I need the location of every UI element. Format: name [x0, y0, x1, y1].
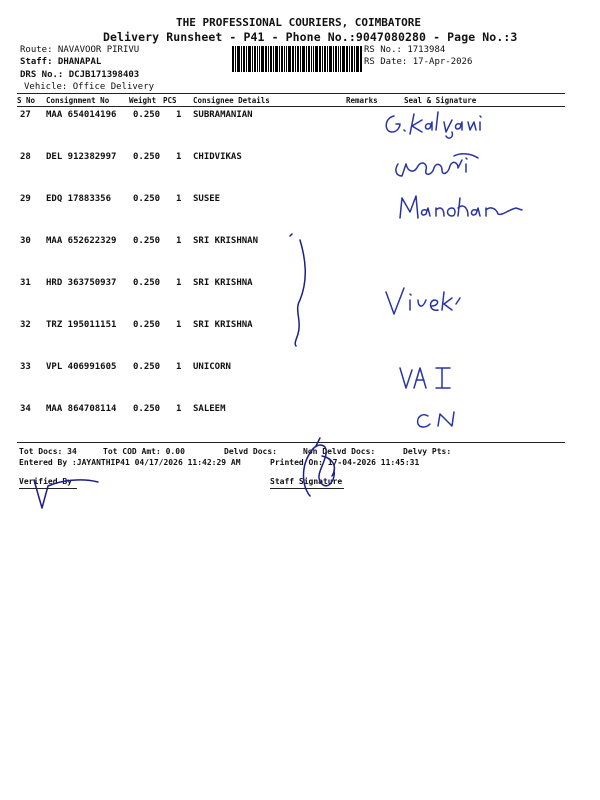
row-consignee: SRI KRISHNA [193, 278, 253, 288]
table-row [0, 278, 600, 292]
row-consignee: SALEEM [193, 404, 226, 414]
row-sno: 30 [20, 236, 31, 246]
drs-number: DRS No.: DCJB171398403 [20, 70, 140, 80]
delivered-docs: Delvd Docs: [224, 447, 277, 456]
table-row [0, 236, 600, 250]
table-row [0, 320, 600, 334]
total-cod-amount: Tot COD Amt: 0.00 [103, 447, 185, 456]
row-weight: 0.250 [133, 110, 161, 120]
row-consignment: TRZ 195011151 [46, 320, 117, 330]
table-row [0, 404, 600, 418]
table-row [0, 152, 600, 166]
verified-by-label: Verified By [19, 477, 72, 486]
route-label: Route: NAVAVOOR PIRIVU [20, 45, 140, 55]
row-consignment: MAA 652622329 [46, 236, 117, 246]
row-weight: 0.250 [133, 362, 161, 372]
row-pcs: 1 [176, 362, 182, 372]
row-pcs: 1 [176, 110, 182, 120]
barcode-icon [232, 46, 362, 72]
printed-on: Printed On: 17-04-2026 11:45:31 [270, 458, 420, 467]
row-sno: 27 [20, 110, 31, 120]
table-bottom-rule [17, 442, 565, 443]
staff-signature-rule [270, 488, 344, 489]
row-consignee: SRI KRISHNA [193, 320, 253, 330]
row-consignee: SRI KRISHNAN [193, 236, 259, 246]
row-consignment: MAA 654014196 [46, 110, 117, 120]
entered-by: Entered By :JAYANTHIP41 04/17/2026 11:42:29 AM [19, 458, 241, 467]
non-delivered-docs: Non Delvd Docs: [303, 447, 376, 456]
row-weight: 0.250 [133, 278, 161, 288]
row-consignee: SUSEE [193, 194, 221, 204]
row-sno: 33 [20, 362, 31, 372]
verified-by-rule [19, 488, 77, 489]
total-docs: Tot Docs: 34 [19, 447, 77, 456]
rs-number: RS No.: 1713984 [364, 45, 446, 55]
staff-signature-label: Staff Signature [270, 477, 343, 486]
row-pcs: 1 [176, 236, 182, 246]
row-weight: 0.250 [133, 152, 161, 162]
table-row [0, 362, 600, 376]
row-pcs: 1 [176, 278, 182, 288]
row-pcs: 1 [176, 194, 182, 204]
vehicle-label: Vehicle: Office Delivery [24, 82, 155, 92]
company-name: THE PROFESSIONAL COURIERS, COIMBATORE [176, 16, 422, 29]
col-sno: S No [17, 96, 36, 105]
row-weight: 0.250 [133, 194, 161, 204]
row-sno: 34 [20, 404, 31, 414]
row-weight: 0.250 [133, 404, 161, 414]
row-pcs: 1 [176, 320, 182, 330]
col-consignee: Consignee Details [193, 96, 270, 105]
row-consignee: UNICORN [193, 362, 231, 372]
table-row [0, 110, 600, 124]
row-weight: 0.250 [133, 320, 161, 330]
row-consignee: CHIDVIKAS [193, 152, 242, 162]
col-weight: Weight [129, 96, 157, 105]
rs-date: RS Date: 17-Apr-2026 [364, 57, 473, 67]
row-consignment: MAA 864708114 [46, 404, 117, 414]
col-remarks: Remarks [346, 96, 378, 105]
table-header-rule [17, 106, 565, 107]
row-sno: 29 [20, 194, 31, 204]
row-sno: 28 [20, 152, 31, 162]
row-weight: 0.250 [133, 236, 161, 246]
row-sno: 31 [20, 278, 31, 288]
row-pcs: 1 [176, 152, 182, 162]
delivery-points: Delvy Pts: [403, 447, 452, 456]
row-pcs: 1 [176, 404, 182, 414]
row-consignee: SUBRAMANIAN [193, 110, 253, 120]
staff-label: Staff: DHANAPAL [20, 57, 102, 67]
col-seal-signature: Seal & Signature [404, 96, 477, 105]
table-top-rule [17, 93, 565, 94]
row-consignment: VPL 406991605 [46, 362, 117, 372]
runsheet-title: Delivery Runsheet - P41 - Phone No.:9047080280 - Page No.:3 [103, 30, 518, 44]
col-pcs: PCS [163, 96, 177, 105]
col-consignment: Consignment No [46, 96, 110, 105]
row-consignment: DEL 912382997 [46, 152, 117, 162]
row-consignment: EDQ 17883356 [46, 194, 112, 204]
row-sno: 32 [20, 320, 31, 330]
table-row [0, 194, 600, 208]
row-consignment: HRD 363750937 [46, 278, 117, 288]
